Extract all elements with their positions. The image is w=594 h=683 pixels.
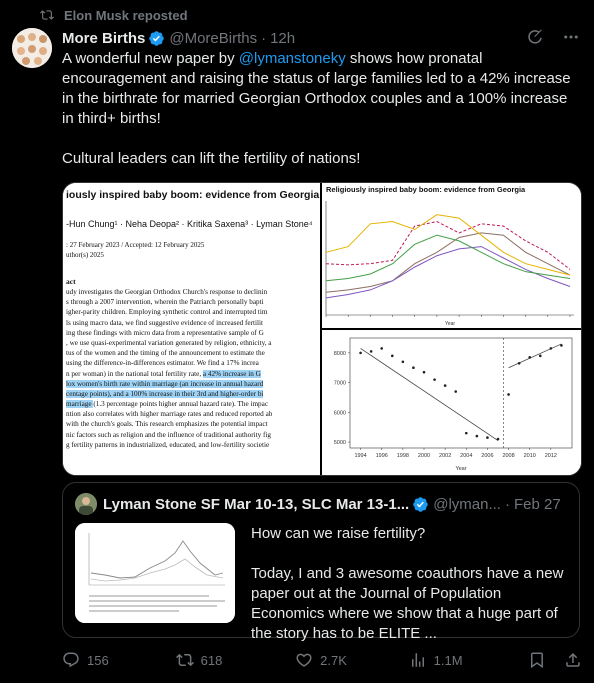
scatter-point (528, 356, 531, 359)
repost-icon (176, 651, 194, 669)
paper-line: with the church's goals. This research emphasizes the potential impact (66, 420, 268, 429)
scatter-point (465, 432, 468, 435)
paper-line (66, 389, 318, 399)
quoted-media-thumbnail (75, 523, 235, 623)
series-line (326, 233, 570, 292)
x-axis-label: Year (455, 466, 467, 472)
x-tick-label: 2004 (460, 453, 473, 459)
series-line (326, 235, 570, 281)
timestamp[interactable]: 12h (270, 29, 296, 47)
scatter-point (433, 378, 436, 381)
paper-line (66, 399, 318, 409)
y-tick-label: 7000 (333, 380, 346, 387)
like-button[interactable] (295, 651, 409, 669)
x-tick-label: 2010 (523, 453, 536, 459)
scatter-point (454, 390, 457, 393)
scatter-point (359, 352, 362, 355)
x-tick-label: 2000 (417, 453, 431, 459)
tweet-text-part: A wonderful new paper by (62, 50, 239, 67)
share-icon[interactable] (564, 651, 582, 669)
verified-badge-icon[interactable] (148, 30, 165, 47)
line-chart-panel (322, 183, 581, 328)
action-bar (62, 648, 582, 672)
paper-line: ntion also correlates with higher marriage rates and reduced reported ab (66, 410, 273, 419)
scatter-point (402, 360, 405, 363)
paper-copyright: uthor(s) 2025 (66, 251, 104, 260)
paper-line (66, 379, 318, 389)
paper-line (66, 369, 318, 379)
repost-icon (40, 8, 54, 22)
scatter-point (497, 438, 500, 441)
separator-dot: · (261, 29, 267, 47)
quoted-display-name: Lyman Stone SF Mar 10-13, SLC Mar 13-1... (103, 495, 410, 513)
reply-button[interactable] (62, 651, 150, 669)
scatter-point (412, 366, 415, 369)
paper-line: , we use quasi-experimental variation generated by religion, ethnicity, a (66, 338, 272, 347)
views-count: 1.1M (433, 652, 463, 668)
scatter-point (550, 347, 553, 350)
handle[interactable]: @MoreBirths (169, 29, 258, 47)
separator-dot: · (504, 495, 510, 513)
views-icon (409, 651, 427, 669)
paper-line: ls using macro data, we find suggestive evidence of increased fertilit (66, 318, 263, 327)
y-tick-label: 5000 (333, 440, 346, 447)
paper-line: igher-parity children. Employing synthetic control and interrupted tim (66, 308, 268, 317)
grok-icon[interactable] (526, 28, 544, 46)
trend-line-pre (361, 348, 498, 440)
quoted-line-2: Today, I and 3 awesome coauthors have a new paper out at the Journal of Population Economics where we show that a huge part of the story has to be ELITE ... (251, 565, 564, 642)
paper-screenshot (63, 183, 321, 475)
scatter-point (444, 384, 447, 387)
paper-highlight: a 42% increase in G (202, 369, 261, 378)
x-tick-label: 2006 (481, 453, 494, 459)
scatter-point (391, 355, 394, 358)
paper-dates-text: : 27 February 2023 / Accepted: 12 February 2025 (66, 241, 205, 249)
repost-count: 618 (200, 652, 223, 668)
x-tick-label: 1996 (375, 453, 388, 459)
quoted-avatar (75, 493, 97, 515)
scatter-point (539, 355, 542, 358)
verified-badge-icon (412, 496, 429, 513)
x-tick-label: 2008 (502, 453, 515, 459)
paper-line: using the difference-in-differences estimator. We find a 17% increa (66, 359, 259, 368)
views-button[interactable] (409, 651, 525, 669)
bookmark-icon[interactable] (528, 651, 546, 669)
quoted-timestamp: Feb 27 (513, 495, 561, 513)
y-tick-label: 6000 (333, 410, 346, 417)
x-tick-label: 2012 (544, 453, 557, 459)
heart-icon (295, 651, 313, 669)
trend-line-post (509, 344, 562, 368)
x-tick-label: 1994 (354, 453, 367, 459)
paper-line: g fertility patterns in industrialized, educated, and low-fertility societie (66, 440, 270, 449)
paper-line: nic factors such as religion and the influence of traditional authority fig (66, 430, 271, 439)
quoted-handle: @lyman... (433, 495, 501, 513)
tweet-text-paragraph-2: Cultural leaders can lift the fertility of nations! (62, 150, 361, 167)
reply-icon (62, 651, 80, 669)
repost-button[interactable] (176, 651, 296, 669)
quoted-tweet-header (75, 493, 571, 515)
header-actions (526, 28, 580, 46)
x-tick-label: 2002 (439, 453, 452, 459)
scatter-point (560, 344, 563, 347)
scatter-point (476, 435, 479, 438)
avatar[interactable] (12, 28, 52, 68)
x-tick-label: 1998 (396, 453, 409, 459)
scatter-chart (322, 330, 581, 475)
like-count: 2.7K (320, 652, 347, 668)
x-axis-label: Year (444, 321, 456, 327)
y-tick-label: 8000 (333, 350, 346, 357)
tweet-media[interactable] (62, 182, 582, 476)
tweet-text (62, 49, 582, 169)
line-chart (322, 183, 581, 328)
paper-line-text: (1.3 percentage points higher annual hazard rate). The impac (93, 400, 269, 409)
tweet-text-part: shows how pronatal encouragement and raising the status of large families led to a 42% increase in the birthrate for married Georgian Orthodox couples and a 100% increase in third+ births! (62, 50, 571, 127)
scatter-point (486, 436, 489, 439)
scatter-point (370, 350, 373, 353)
paper-title: iously inspired baby boom: evidence from Georgia (66, 189, 320, 201)
reply-count: 156 (87, 652, 109, 668)
quoted-tweet[interactable] (62, 482, 580, 642)
more-options-icon[interactable] (562, 28, 580, 46)
repost-indicator[interactable] (40, 6, 188, 24)
display-name[interactable]: More Births (62, 29, 146, 47)
paper-abstract (66, 287, 318, 450)
quoted-tweet-text (251, 524, 571, 644)
repost-label: Elon Musk reposted (64, 7, 188, 23)
paper-highlight: marriage (66, 400, 94, 409)
paper-line: ing these findings with micro data from a representative sample of G (66, 328, 264, 337)
paper-line: tus of the women and the timing of the announcement to estimate the (66, 349, 265, 358)
paper-highlight: centage points), and a 100% increase in their 3rd and higher-order bi (66, 389, 264, 398)
quoted-line-1: How can we raise fertility? (251, 525, 426, 542)
paper-highlight: lox women's birth rate within marriage (an increase in annual hazard (66, 379, 264, 388)
paper-line-text: n per woman) in the national total fertility rate, (66, 369, 203, 378)
series-line (326, 247, 570, 298)
chart-title: Religiously inspired baby boom: evidence from Georgia (326, 185, 526, 194)
paper-abstract-heading: act (66, 277, 76, 286)
paper-authors (66, 219, 313, 229)
scatter-point (423, 371, 426, 374)
scatter-point (380, 347, 383, 350)
paper-dates (66, 240, 204, 260)
scatter-point (518, 362, 521, 365)
paper-line: udy investigates the Georgian Orthodox Church's response to declinin (66, 288, 268, 296)
scatter-point (507, 393, 510, 396)
mention-link[interactable]: @lymanstoneky (238, 50, 346, 67)
tweet-header (62, 27, 295, 49)
scatter-chart-panel (322, 330, 581, 475)
paper-authors-text: -Hun Chung¹ · Neha Deopa² · Kritika Saxena³ · Lyman Stone⁴ (66, 219, 313, 229)
paper-line: s through a 2007 intervention, wherein the Patriarch personally bapti (66, 298, 264, 307)
